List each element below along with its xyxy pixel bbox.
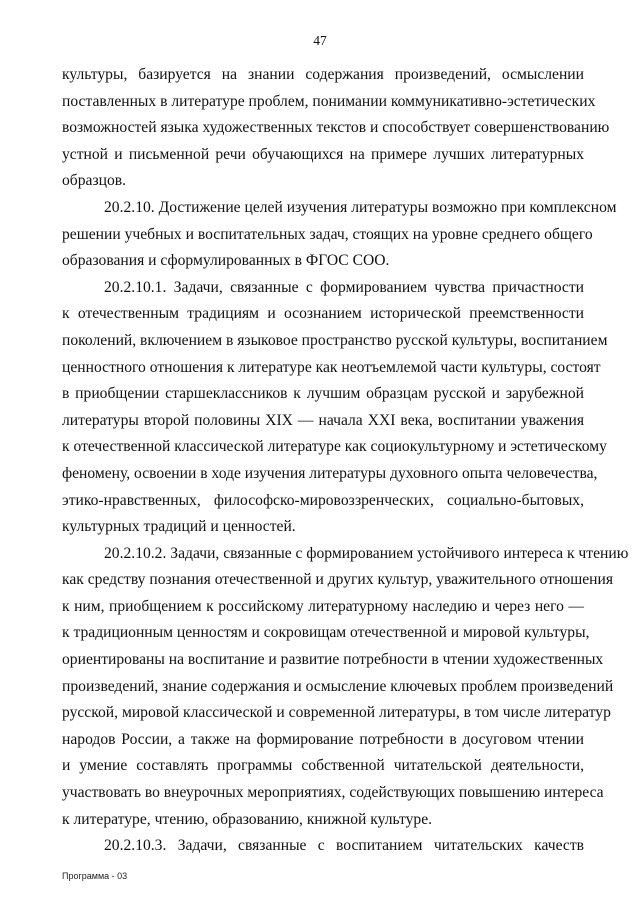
text-line: к отечественным традициям и осознанием исторической преемственности [62,305,584,323]
paragraph-20-2-10-3 [62,833,584,860]
document-body [62,62,629,860]
text-line: ценностного отношения к литературе как неотъемлемой части культуры, состоят [62,358,601,376]
text-line: культуры, базируется на знании содержания произведений, осмыслении [62,66,584,83]
text-line: образцов. [62,172,127,190]
paragraph-20-2-10-2 [62,541,629,834]
paragraph-20-2-10-1 [62,275,608,541]
text-line: культурных традиций и ценностей. [62,518,296,536]
text-line: феномену, освоении в ходе изучения литературы духовного опыта человечества, [62,464,598,482]
text-line: народов России, а также на формирование потребности в досуговом чтении [62,730,584,748]
text-line: возможностей языка художественных текстов и способствует совершенствованию [62,119,610,137]
text-line: устной и письменной речи обучающихся на примере лучших литературных [62,145,584,163]
text-line: литературы второй половины XIX — начала XXI века, воспитании уважения [62,411,584,429]
text-line: 20.2.10.2. Задачи, связанные с формированием устойчивого интереса к чтению [104,544,629,562]
text-line: 20.2.10.3. Задачи, связанные с воспитанием читательских качеств [104,837,584,855]
text-line: к ним, приобщением к российскому литературному наследию и через него — [62,597,584,615]
paragraph-20-2-10 [62,195,617,275]
text-line: поколений, включением в языковое пространство русской культуры, воспитанием [62,331,608,349]
text-line: 20.2.10. Достижение целей изучения литературы возможно при комплексном [104,198,617,216]
paragraph-culture-continuation [62,62,610,195]
text-line: произведений, знание содержания и осмысление ключевых проблем произведений [62,677,614,695]
text-line: 20.2.10.1. Задачи, связанные с формированием чувства причастности [104,278,584,296]
page-number: 47 [313,33,327,48]
text-line: русской, мировой классической и современной литературы, в том числе литератур [62,704,611,722]
text-line: к традиционным ценностям и сокровищам отечественной и мировой культуры, [62,624,590,642]
text-line: ориентированы на воспитание и развитие потребности в чтении художественных [62,651,604,669]
text-line: к литературе, чтению, образованию, книжной культуре. [62,810,433,828]
text-line: в приобщении старшеклассников к лучшим образцам русской и зарубежной [62,385,584,403]
text-line: поставленных в литературе проблем, понимании коммуникативно-эстетических [62,92,596,110]
text-line: к отечественной классической литературе как социокультурному и эстетическому [62,438,607,456]
text-line: решении учебных и воспитательных задач, стоящих на уровне среднего общего [62,225,593,243]
text-line: и умение составлять программы собственной читательской деятельности, [62,757,584,775]
text-line: этико-нравственных, философско-мировоззренческих, социально-бытовых, [62,491,584,509]
text-line: как средству познания отечественной и других культур, уважительного отношения [62,571,614,589]
text-line: образования и сформулированных в ФГОС СОО. [62,252,390,270]
footer-label: Программа - 03 [62,871,128,881]
text-line: участвовать во внеурочных мероприятиях, содействующих повышению интереса [62,784,604,802]
